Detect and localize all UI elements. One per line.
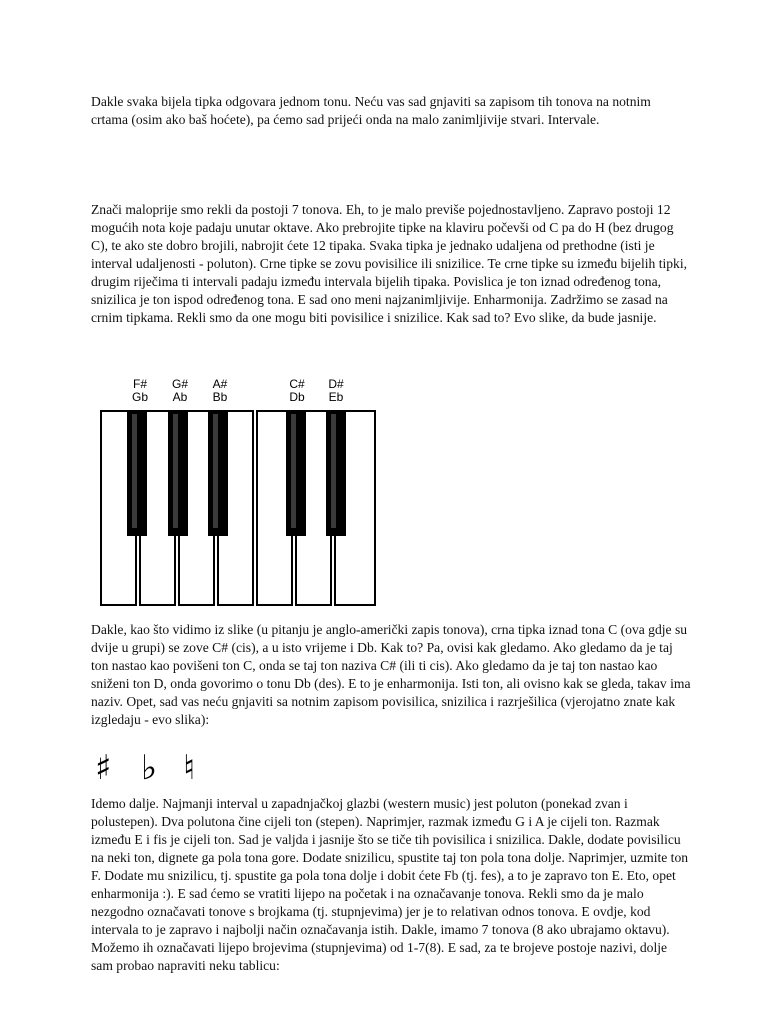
paragraph-enharmonics: Dakle, kao što vidimo iz slike (u pitanju je anglo-američki zapis tonova), crna tipka iznad tona C (ova gdje su dvije u grupi) se zove C# (cis), a u isto vrijeme i Db. Kak to? Pa, ovisi kak gledamo. Ako gledamo da je taj ton nastao kao povišeni ton C, onda se taj ton naziva C# (ili ti cis). Ako gledamo da je taj ton nastao kao sniženi ton D, onda govorimo o tonu Db (des). E to je enharmonija. Isti ton, ali ovisno kak se gleda, takav ima naziv. Opet, sad vas neću gnjaviti sa notnim zapisom povisilica, snizilica i razrješilica (vjerojatno znate kak izgledaju - evo slika):	[91, 622, 691, 727]
sharp-name: D#	[328, 377, 344, 391]
sharp-name: G#	[171, 377, 188, 391]
black-key-csharp	[286, 410, 306, 536]
key-label-gsharp-aflat	[160, 378, 200, 404]
natural-icon: ♮	[183, 748, 196, 788]
sharp-name: F#	[132, 377, 147, 391]
sharp-icon: ♯	[95, 748, 112, 788]
sharp-name: C#	[289, 377, 305, 391]
flat-name: Db	[289, 390, 305, 404]
flat-name: Ab	[172, 390, 188, 404]
black-key-asharp	[208, 410, 228, 536]
flat-name: Bb	[212, 390, 228, 404]
key-label-fsharp-gflat	[120, 378, 160, 404]
key-label-dsharp-eflat	[316, 378, 356, 404]
paragraph-intro: Dakle svaka bijela tipka odgovara jednom tonu. Neću vas sad gnjaviti sa zapisom tih tonova na notnim crtama (osim ako baš hoćete), pa ćemo sad prijeći onda na malo zanimljivije stvari. Intervale.	[91, 94, 651, 127]
black-key-dsharp	[326, 410, 346, 536]
black-key-gsharp	[168, 410, 188, 536]
sharp-name: A#	[212, 377, 228, 391]
key-label-csharp-dflat	[277, 378, 317, 404]
flat-name: Gb	[131, 390, 148, 404]
black-key-fsharp	[127, 410, 147, 536]
flat-name: Eb	[328, 390, 344, 404]
flat-icon: ♭	[141, 748, 158, 788]
key-label-asharp-bflat	[200, 378, 240, 404]
paragraph-twelve-tones: Znači maloprije smo rekli da postoji 7 tonova. Eh, to je malo previše pojednostavljeno. Zapravo postoji 12 mogućih nota koje padaju unutar oktave. Ako prebrojite tipke na klaviru počevši od C pa do H (bez drugog C), te ako ste dobro brojili, nabrojit ćete 12 tipaka. Svaka tipka je jednako udaljena od prethodne (isti je interval udaljenosti - poluton). Crne tipke se zovu povisilice ili snizilice. Te crne tipke su između bijelih tipki, drugim riječima ti intervali padaju između intervala bijelih tipaka. Povislica je ton iznad određenog tona, snizilica je ton ispod određenog tona. E sad ono meni najzanimljivije. Enharmonija. Zadržimo se zasad na crnim tipkama. Rekli smo da one mogu biti povisilice i snizilice. Kak sad to? Evo slike, da bude jasnije.	[91, 202, 688, 325]
keyboard	[100, 410, 376, 610]
accidental-symbols	[95, 748, 235, 788]
piano-keyboard-figure	[100, 376, 376, 610]
paragraph-intervals: Idemo dalje. Najmanji interval u zapadnjačkoj glazbi (western music) jest poluton (ponekad zvan i polustepen). Dva polutona čine cijeli ton (stepen). Naprimjer, razmak između G i A je cijeli ton. Razmak između E i fis je cijeli ton. Sad je valjda i jasnije što se tiče tih povisilica i snizilica. Dakle, dodate povisilicu na neki ton, dignete ga pola tona gore. Dodate snizilicu, spustite taj ton pola tona dolje. Naprimjer, uzmite ton F. Dodate mu snizilicu, tj. spustite ga pola tona dolje i dobit ćete Fb (tj. fes), a to je zapravo ton E. Eto, opet enharmonija :). E sad ćemo se vratiti lijepo na početak i na označavanje tonova. Rekli smo da je malo nezgodno označavati tonove s brojkama (tj. stupnjevima) jer je to relativan odnos tonova. E ovdje, kod intervala to je zapravo i najbolji način označavanja istih. Dakle, imamo 7 tonova (8 ako ubrajamo oktavu). Možemo ih označavati lijepo brojevima (stupnjevima) od 1-7(8). E sad, za te brojeve postoje nazivi, dolje sam probao napraviti neku tablicu:	[91, 796, 689, 973]
